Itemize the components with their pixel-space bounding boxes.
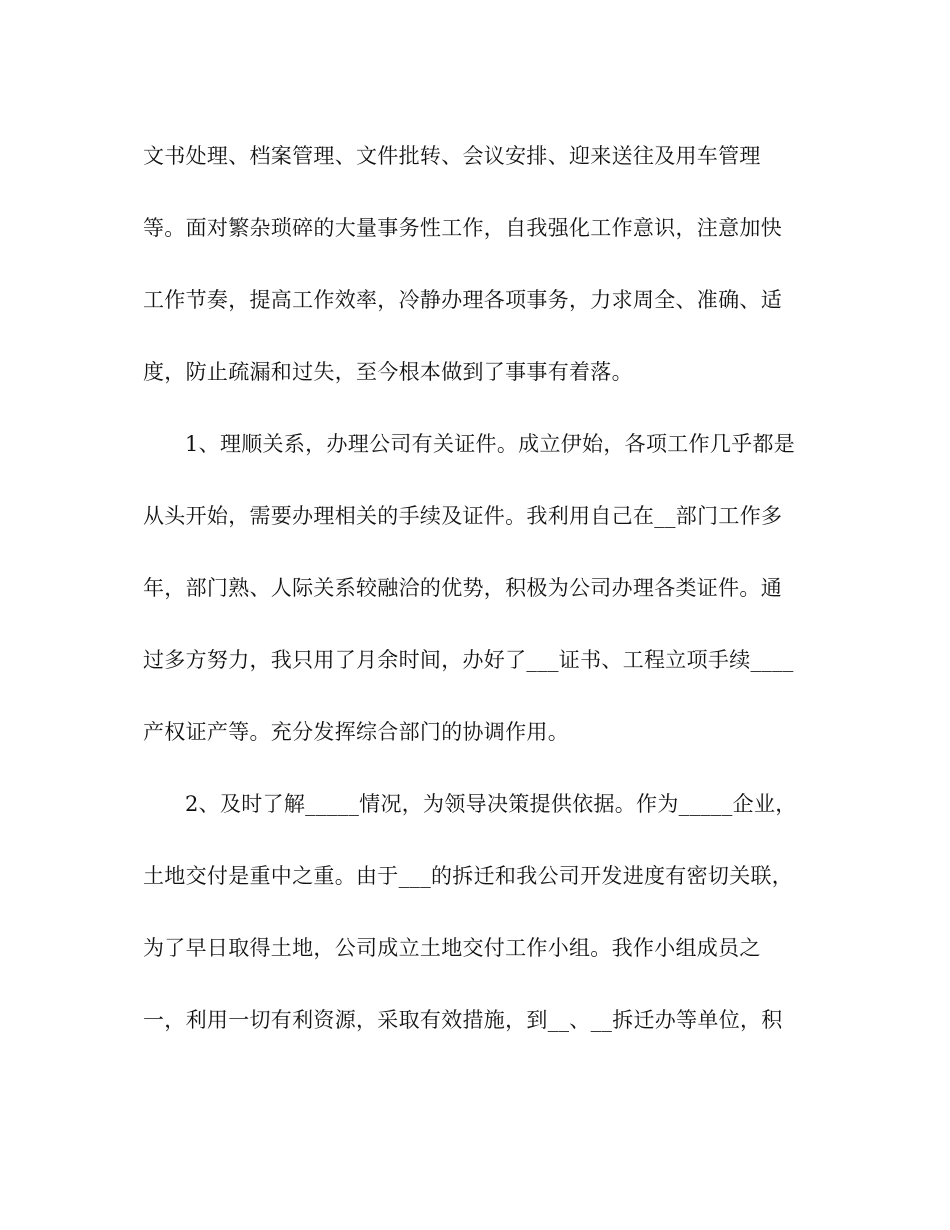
text-line-13: 一，利用一切有利资源，采取有效措施，到__、__拆迁办等单位，积 bbox=[143, 1008, 783, 1032]
text-line-12: 为了早日取得土地，公司成立土地交付工作小组。我作小组成员之 bbox=[143, 936, 761, 960]
text-line-9: 产权证产等。充分发挥综合部门的协调作用。 bbox=[143, 720, 569, 744]
text-line-11: 土地交付是重中之重。由于___的拆迁和我公司开发进度有密切关联， bbox=[143, 864, 794, 888]
text-line-8: 过多方努力，我只用了月余时间，办好了___证书、工程立项手续____ bbox=[143, 648, 794, 672]
text-line-7: 年，部门熟、人际关系较融洽的优势，积极为公司办理各类证件。通 bbox=[143, 576, 782, 600]
text-line-5: 1、理顺关系，办理公司有关证件。成立伊始，各项工作几乎都是 bbox=[185, 432, 796, 456]
text-line-2: 等。面对繁杂琐碎的大量事务性工作，自我强化工作意识，注意加快 bbox=[143, 216, 782, 240]
text-line-6: 从头开始，需要办理相关的手续及证件。我利用自己在__部门工作多 bbox=[143, 504, 783, 528]
text-line-3: 工作节奏，提高工作效率，冷静办理各项事务，力求周全、准确、适 bbox=[143, 288, 782, 312]
text-line-1: 文书处理、档案管理、文件批转、会议安排、迎来送往及用车管理 bbox=[143, 144, 761, 168]
text-line-10: 2、及时了解_____情况，为领导决策提供依据。作为_____企业， bbox=[185, 792, 797, 816]
text-line-4: 度，防止疏漏和过失，至今根本做到了事事有着落。 bbox=[143, 360, 633, 384]
